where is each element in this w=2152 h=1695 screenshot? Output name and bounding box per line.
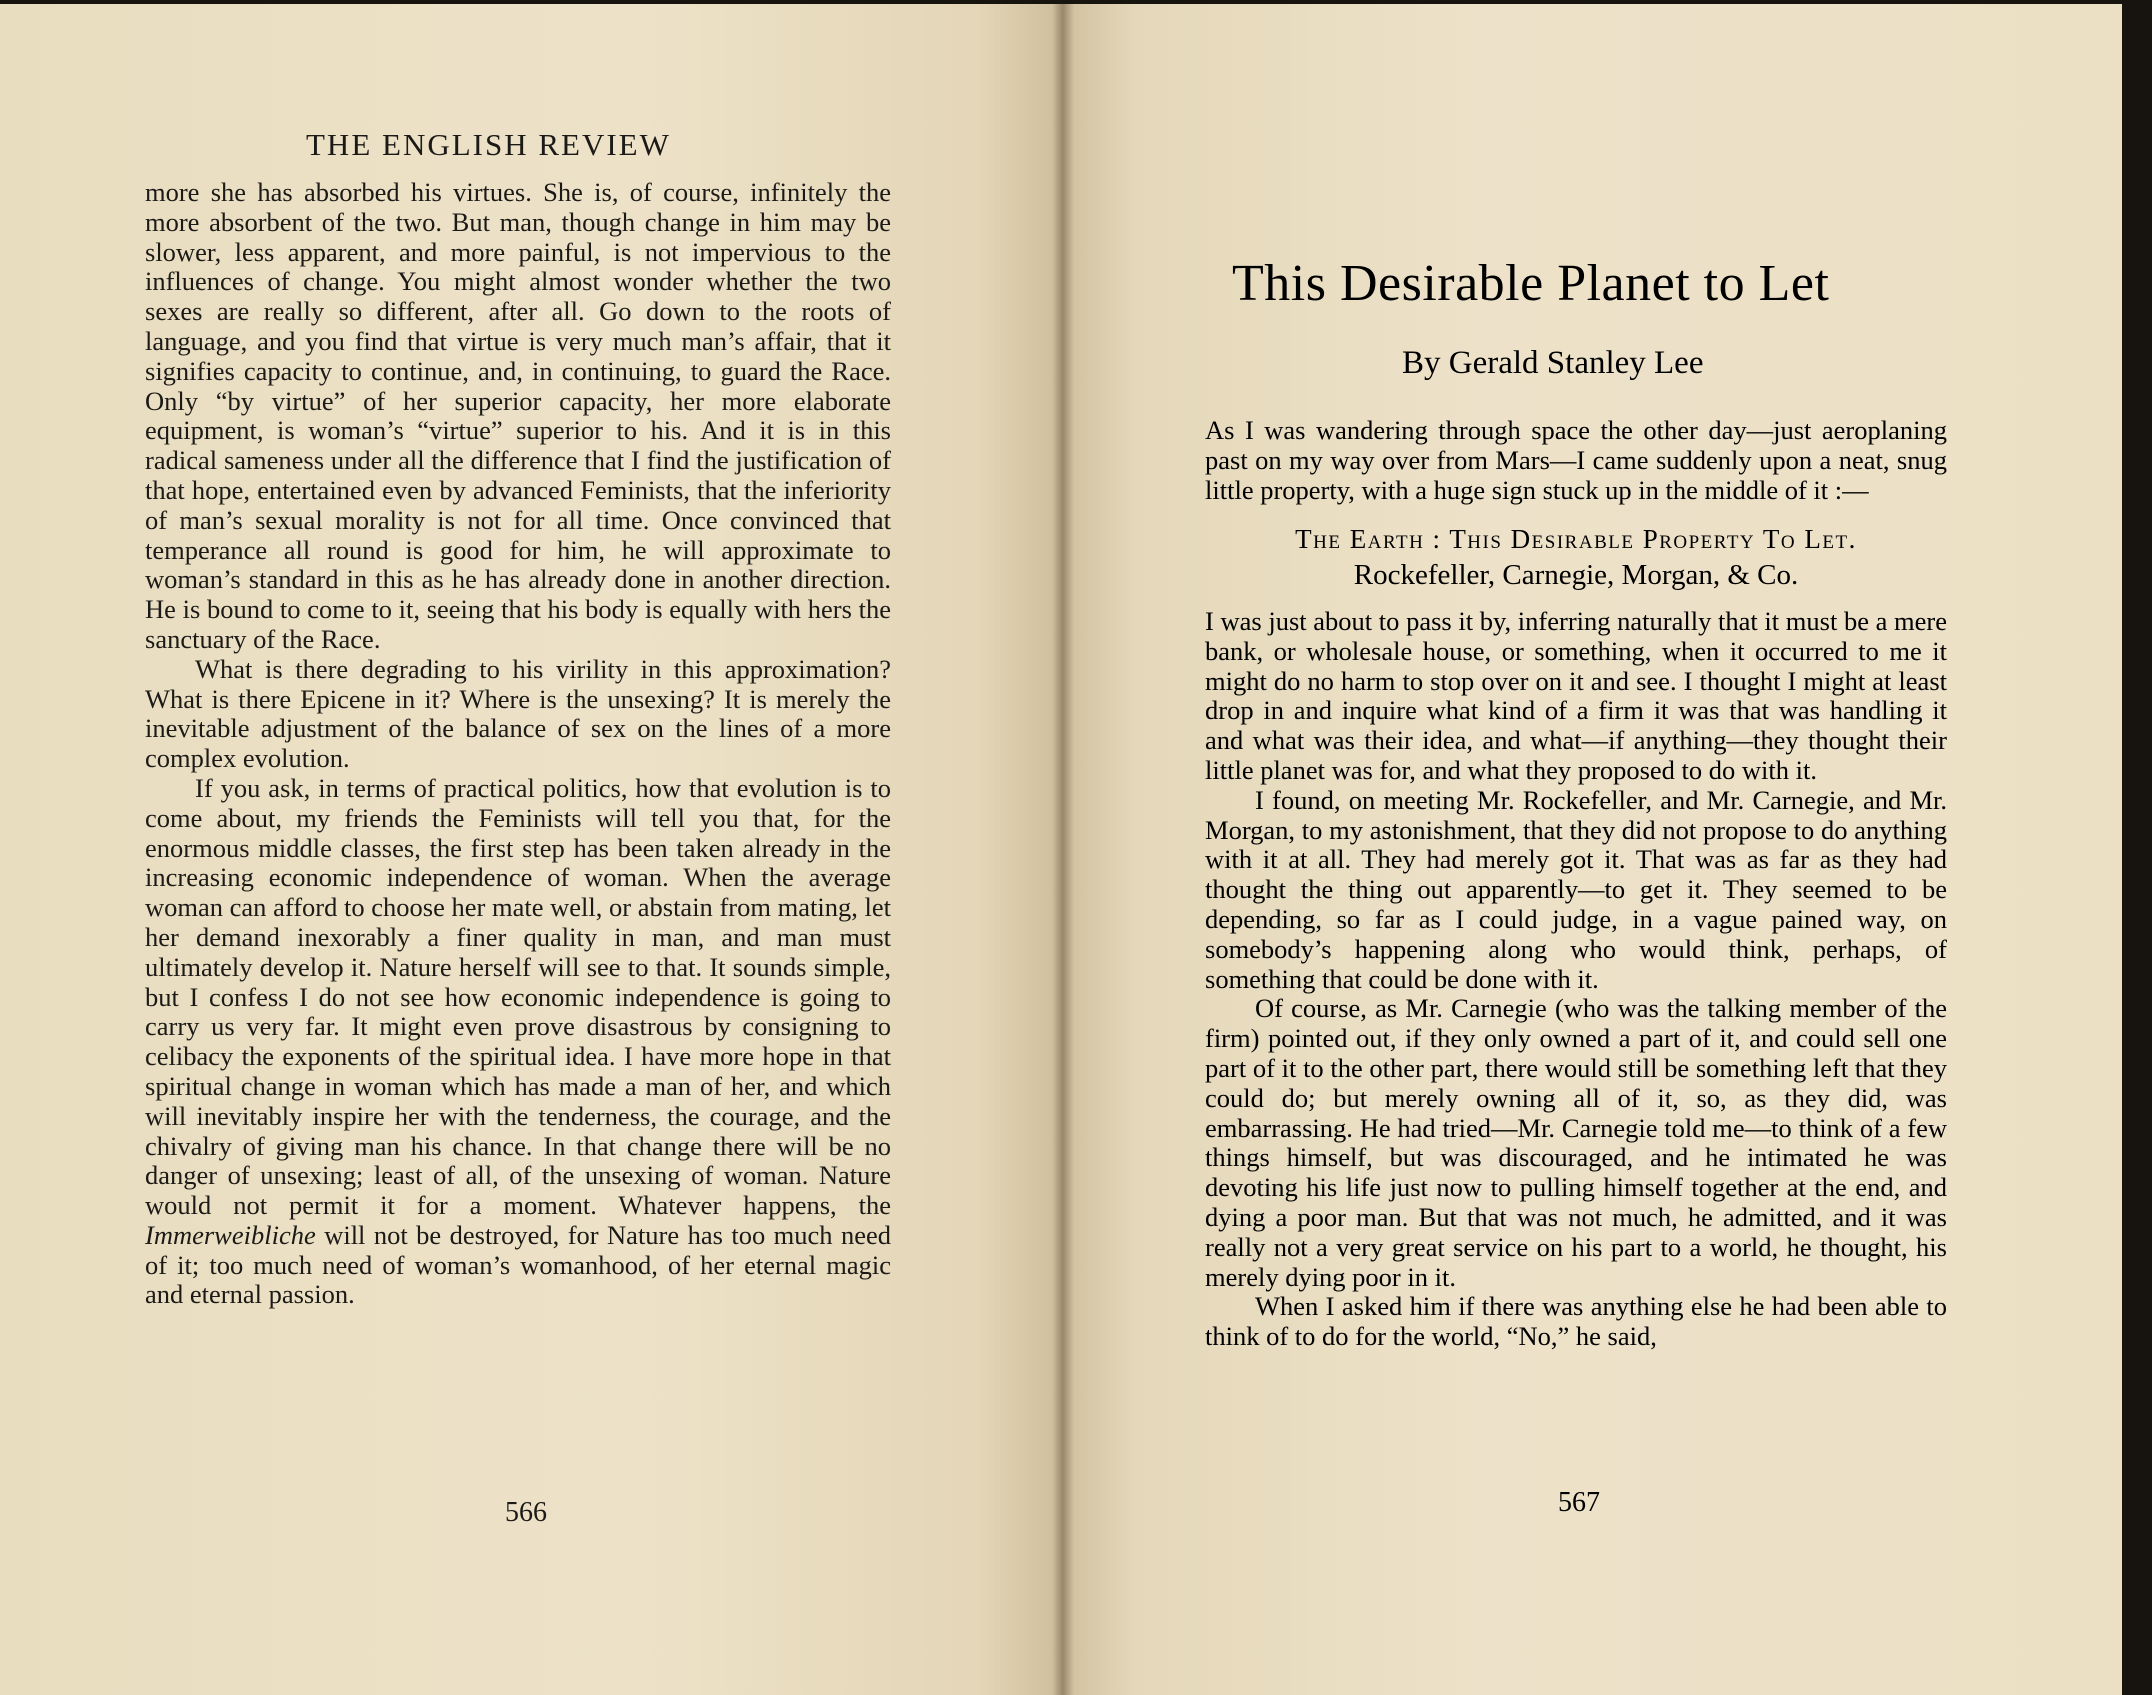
left-paragraph-final — [145, 774, 891, 1310]
book-edge — [2122, 0, 2152, 1695]
sign-agents: Rockefeller, Carnegie, Morgan, & Co. — [1353, 559, 1799, 592]
left-paragraph: What is there degrading to his virility in this approximation? What is there Epicene in it? Where is the unsexing? It is merely the inevitable adjustment of the balance of sex on the lines of a more complex evolution. — [145, 653, 891, 774]
right-text-column — [1205, 416, 1947, 1352]
book-top-edge — [0, 0, 2152, 4]
left-paragraph-tail: will not be destroyed, for Nature has too much need of it; too much need of woman’s womanhood, of her eternal magic and eternal passion. — [145, 1219, 891, 1310]
left-text-column — [145, 178, 891, 1310]
byline: By Gerald Stanley Lee — [1402, 345, 1704, 381]
running-head: THE ENGLISH REVIEW — [306, 127, 671, 162]
left-paragraph: more she has absorbed his virtues. She is, of course, infinitely the more absorbent of the two. But man, though change in him may be slower, less apparent, and more painful, is not impervious to the influences of change. You might almost wonder whether the two sexes are really so different, after all. Go down to the roots of language, and you find that virtue is very much man’s affair, that it signifies capacity to continue, and, in continuing, to guard the Race. Only “by virtue” of her superior capacity, her more elaborate equipment, is woman’s “virtue” superior to his. And it is in this radical sameness under all the difference that I find the justification of that hope, entertained even by advanced Feminists, that the inferiority of man’s sexual morality is not for all time. Once convinced that temperance all round is good for him, he will approximate to woman’s standard in this as he has already done in another direction. He is bound to come to it, seeing that his body is equally with hers the sanctuary of the Race. — [145, 177, 891, 654]
sign-notice: The Earth : This Desirable Property To Let. — [1295, 524, 1857, 555]
page-number-right: 567 — [1558, 1487, 1600, 1518]
right-paragraph: I found, on meeting Mr. Rockefeller, and Mr. Carnegie, and Mr. Morgan, to my astonishment, that they did not propose to do anything with it at all. They had merely got it. That was as far as they had thought the thing out apparently—to get it. They seemed to be depending, so far as I could judge, in a vague pained way, on somebody’s happening along who would think, perhaps, of something that could be done with it. — [1205, 784, 1947, 994]
left-paragraph-text: If you ask, in terms of practical politics, how that evolution is to come about, my friends the Feminists will tell you that, for the enormous middle classes, the first step has been taken already in the increasing economic independence of woman. When the average woman can afford to choose her mate well, or abstain from mating, let her demand inexorably a finer quality in man, and man must ultimately develop it. Nature herself will see to that. It sounds simple, but I confess I do not see how economic independence is going to carry us very far. It might even prove disastrous by consigning to celibacy the exponents of the spiritual idea. I have more hope in that spiritual change in woman which has made a man of her, and which will inevitably inspire her with the tenderness, the courage, and the chivalry of giving man his chance. In that change there will be no danger of unsexing; least of all, of the unsexing of woman. Nature would not permit it for a moment. Whatever happens, the — [145, 772, 891, 1221]
book-gutter — [1052, 0, 1074, 1695]
right-paragraph: When I asked him if there was anything else he had been able to think of to do for the world, “No,” he said, — [1205, 1291, 1947, 1352]
italic-term: Immerweibliche — [145, 1219, 316, 1250]
page-number-left: 566 — [505, 1497, 547, 1528]
left-page — [0, 0, 1062, 1695]
right-paragraph: I was just about to pass it by, inferring naturally that it must be a mere bank, or wholesale house, or something, when it occurred to me it might do no harm to stop over on it and see. I thought I might at least drop in and inquire what kind of a firm it was that was handling it and what was their idea, and what—if anything—they thought their little planet was for, and what they proposed to do with it. — [1205, 605, 1947, 785]
article-title: This Desirable Planet to Let — [1232, 255, 1830, 312]
intro-paragraph: As I was wandering through space the other day—just aeroplaning past on my way over from Mars—I came suddenly upon a neat, snug little property, with a huge sign stuck up in the middle of it :— — [1205, 415, 1947, 505]
right-paragraph: Of course, as Mr. Carnegie (who was the talking member of the firm) pointed out, if they only owned a part of it, and could sell one part of it to the other part, there would still be something left that they could do; but merely owning all of it, so, as they did, was embarrassing. He had tried—Mr. Carnegie told me—to think of a few things himself, but was discouraged, and he intimated he was devoting his life just now to pulling himself together at the end, and dying a poor man. But that was not much, he admitted, and it was really not a very great service on his part to a world, he thought, his merely dying poor in it. — [1205, 993, 1947, 1292]
